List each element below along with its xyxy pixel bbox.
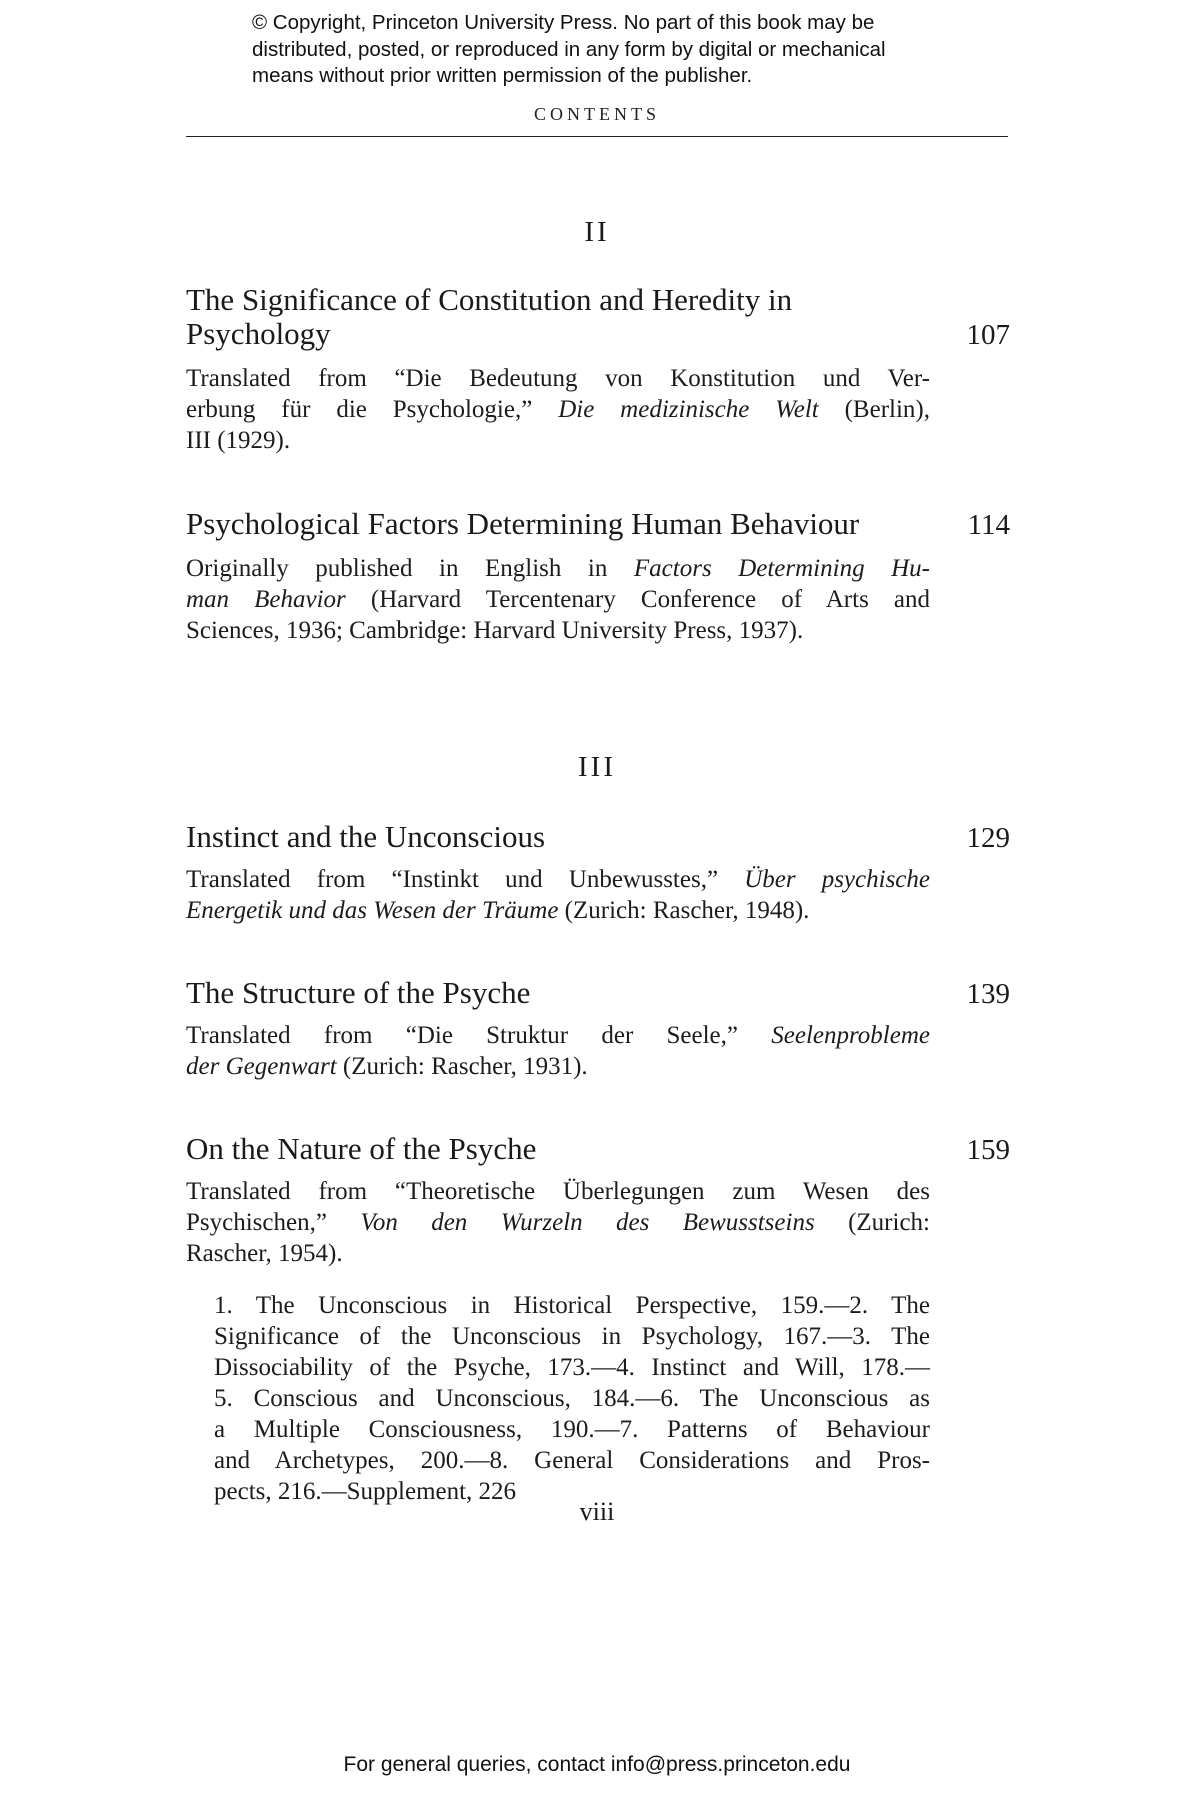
entry-title-line: Psychology [186,316,331,351]
entry-page-number: 159 [966,1134,1010,1166]
description-line: Rascher, 1954). [186,1240,343,1267]
subsection-line: and Archetypes, 200.—8. General Considerations and Pros- [214,1447,930,1474]
entry-title-line: Instinct and the Unconscious [186,819,546,854]
entry-page-number: 114 [967,509,1010,541]
footer-contact: For general queries, contact info@press.princeton.edu [343,1753,851,1776]
entry-title-line: Psychological Factors Determining Human Behaviour [186,506,860,541]
entry-page-number: 139 [966,978,1010,1010]
description-line: Psychischen,” Von den Wurzeln des Bewusstseins (Zurich: [186,1209,930,1236]
entry-description [186,553,930,646]
subsection-line: Significance of the Unconscious in Psychology, 167.—3. The [214,1323,930,1350]
description-line: erbung für die Psychologie,” Die medizinische Welt (Berlin), [186,396,930,423]
subsection-line: Dissociability of the Psyche, 173.—4. Instinct and Will, 178.— [214,1354,930,1381]
description-line: Energetik und das Wesen der Träume (Zurich: Rascher, 1948). [186,897,810,924]
description-line: Translated from “Die Bedeutung von Konstitution und Ver- [186,365,930,392]
entry-title-line: On the Nature of the Psyche [186,1131,537,1166]
entry-description [186,1176,930,1269]
header-rule [186,136,1008,137]
copyright-line: © Copyright, Princeton University Press. No part of this book may be [252,11,875,34]
subsection-list [214,1290,930,1507]
copyright-line: means without prior written permission of the publisher. [252,64,753,87]
entry-title-line: The Structure of the Psyche [186,975,531,1010]
description-line: der Gegenwart (Zurich: Rascher, 1931). [186,1053,588,1080]
copyright-line: distributed, posted, or reproduced in any form by digital or mechanical [252,37,886,61]
entry-description [186,1020,930,1082]
running-head: CONTENTS [534,104,660,124]
description-line: Translated from “Instinkt und Unbewusstes,” Über psychische [186,866,930,893]
entry-title-line: The Significance of Constitution and Heredity in [186,282,793,317]
entry-title-structure-psyche [186,976,946,1010]
description-line: Originally published in English in Factors Determining Hu- [186,555,930,582]
copyright-notice [252,10,972,90]
entry-title-human-behaviour [186,507,946,541]
page-folio: viii [579,1497,615,1526]
entry-title-constitution-heredity [186,283,946,351]
subsection-line: 5. Conscious and Unconscious, 184.—6. The Unconscious as [214,1385,930,1412]
description-line: III (1929). [186,427,291,454]
entry-page-number: 107 [966,319,1010,351]
description-line: man Behavior (Harvard Tercentenary Conference of Arts and [186,586,930,613]
description-line: Translated from “Theoretische Überlegungen zum Wesen des [186,1178,930,1205]
description-line: Sciences, 1936; Cambridge: Harvard University Press, 1937). [186,617,804,644]
subsection-line: pects, 216.—Supplement, 226 [214,1478,517,1505]
entry-page-number: 129 [966,822,1010,854]
entry-description [186,363,930,456]
section-numeral-iii: III [578,751,616,783]
subsection-line: a Multiple Consciousness, 190.—7. Patterns of Behaviour [214,1416,930,1443]
entry-title-nature-psyche [186,1132,946,1166]
description-line: Translated from “Die Struktur der Seele,” Seelenprobleme [186,1022,930,1049]
subsection-line: 1. The Unconscious in Historical Perspective, 159.—2. The [214,1292,930,1319]
entry-description [186,864,930,926]
section-numeral-ii: II [584,216,610,248]
entry-title-instinct-unconscious [186,820,946,854]
